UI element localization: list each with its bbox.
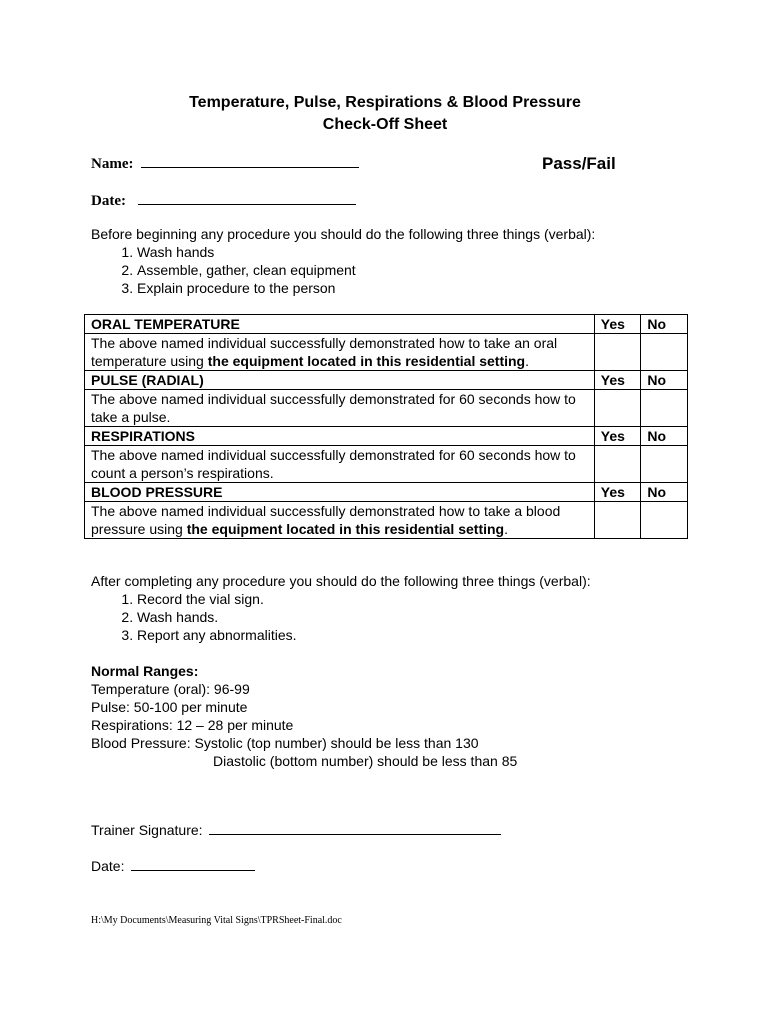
no-checkbox-cell[interactable] [641,390,688,427]
section-description [85,446,595,483]
no-header: No [641,371,688,390]
no-checkbox-cell[interactable] [641,502,688,539]
description-text-end: . [525,353,530,369]
document-subtitle: Check-Off Sheet [322,116,448,133]
section-description [85,334,595,371]
table-row [85,334,688,371]
yes-checkbox-cell[interactable] [594,502,641,539]
section-heading-pulse: PULSE (RADIAL) [85,371,595,390]
yes-header: Yes [594,427,641,446]
name-label: Name: [91,156,134,172]
description-text: The above named individual successfully demonstrated how to take an oral temperature using [91,335,558,369]
description-text: The above named individual successfully demonstrated for 60 seconds how to take a pulse. [91,391,576,425]
section-heading-blood-pressure: BLOOD PRESSURE [85,483,595,502]
table-row [85,390,688,427]
yes-header: Yes [594,315,641,334]
temperature-range: Temperature (oral): 96-99 [91,681,250,697]
trainer-signature-label: Trainer Signature: [91,822,203,838]
check-off-table [84,314,688,539]
table-row [85,446,688,483]
description-text: The above named individual successfully demonstrated how to take a blood pressure using [91,503,561,537]
normal-ranges-section [91,662,711,770]
blood-pressure-systolic-range: Blood Pressure: Systolic (top number) should be less than 130 [91,735,479,751]
date-blank-line [138,203,356,205]
table-row [85,427,688,446]
yes-checkbox-cell[interactable] [594,446,641,483]
description-text: The above named individual successfully demonstrated for 60 seconds how to count a person’s respirations. [91,447,576,481]
blood-pressure-diastolic-range: Diastolic (bottom number) should be less than 85 [213,753,518,769]
signature-date-field [91,858,255,874]
name-field [91,156,359,173]
section-heading-oral-temperature: ORAL TEMPERATURE [85,315,595,334]
no-checkbox-cell[interactable] [641,446,688,483]
list-item: 1. Record the vial sign. [137,590,711,608]
normal-ranges-heading: Normal Ranges: [91,663,199,679]
date-field [91,193,356,210]
list-item: 2. Assemble, gather, clean equipment [137,261,711,279]
file-path-footer: H:\My Documents\Measuring Vital Signs\TPRSheet-Final.doc [91,915,342,926]
no-checkbox-cell[interactable] [641,334,688,371]
list-item: 1. Wash hands [137,243,711,261]
table-row [85,371,688,390]
before-steps-list [91,243,711,297]
yes-checkbox-cell[interactable] [594,334,641,371]
section-description [85,502,595,539]
description-bold-text: the equipment located in this residential setting [186,521,505,537]
pass-fail-label: Pass/Fail [542,154,616,173]
section-description [85,390,595,427]
table-row [85,483,688,502]
description-bold-text: the equipment located in this residential setting [207,353,526,369]
after-procedure-section [91,572,711,644]
list-item: 3. Explain procedure to the person [137,279,711,297]
no-header: No [641,483,688,502]
pulse-range: Pulse: 50-100 per minute [91,699,248,715]
signature-blank-line [209,833,501,835]
respirations-range: Respirations: 12 – 28 per minute [91,717,294,733]
description-text-end: . [504,521,508,537]
table-row [85,315,688,334]
section-heading-respirations: RESPIRATIONS [85,427,595,446]
table-row [85,502,688,539]
signature-date-blank-line [131,869,255,871]
yes-header: Yes [594,483,641,502]
after-intro: After completing any procedure you should do the following three things (verbal): [91,573,591,589]
before-procedure-section [91,225,711,297]
name-blank-line [141,166,359,168]
trainer-signature-field [91,822,501,838]
document-title: Temperature, Pulse, Respirations & Blood Pressure [189,94,581,111]
signature-date-label: Date: [91,858,125,874]
no-header: No [641,427,688,446]
no-header: No [641,315,688,334]
list-item: 2. Wash hands. [137,608,711,626]
after-steps-list [91,590,711,644]
yes-checkbox-cell[interactable] [594,390,641,427]
list-item: 3. Report any abnormalities. [137,626,711,644]
yes-header: Yes [594,371,641,390]
date-label: Date: [91,193,126,209]
before-intro: Before beginning any procedure you should do the following three things (verbal): [91,226,596,242]
